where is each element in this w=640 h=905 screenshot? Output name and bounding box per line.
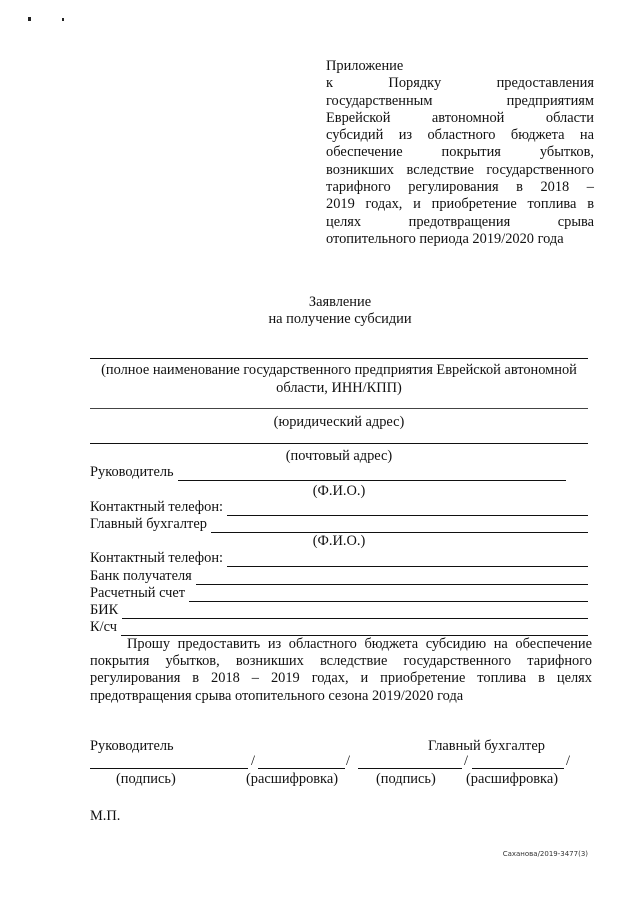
bank-label: Банк получателя xyxy=(90,568,192,584)
postal-address-caption: (почтовый адрес) xyxy=(285,448,393,464)
org-name-caption: (полное наименование государственного предприятия Еврейской автономной xyxy=(101,362,577,378)
request-line: Прошу предоставить из областного бюджета субсидию на обеспечение xyxy=(127,636,592,652)
accountant-transcription-line[interactable] xyxy=(472,768,564,769)
stamp-placeholder: М.П. xyxy=(90,808,121,824)
document-reference: Саханова/2019-3477(3) xyxy=(502,850,588,858)
signature-director-label: Руководитель xyxy=(90,738,174,754)
separator-slash: / xyxy=(346,753,350,769)
accountant-phone-label: Контактный телефон: xyxy=(90,550,224,566)
request-line: покрытия убытков, возникших вследствие государственного тарифного xyxy=(90,653,592,670)
appendix-line: Еврейской автономной области xyxy=(326,109,594,126)
appendix-line: к Порядку предоставления xyxy=(326,75,594,92)
director-phone-input-line[interactable] xyxy=(227,502,588,516)
accountant-field[interactable] xyxy=(90,516,588,533)
accountant-transcription-caption: (расшифровка) xyxy=(466,771,559,787)
director-signature-caption: (подпись) xyxy=(116,771,176,787)
accountant-label: Главный бухгалтер xyxy=(90,516,207,532)
bik-input-line[interactable] xyxy=(122,605,588,619)
bank-input-line[interactable] xyxy=(196,571,588,585)
account-input-line[interactable] xyxy=(189,588,588,602)
accountant-signature-caption: (подпись) xyxy=(376,771,436,787)
director-signature-line[interactable] xyxy=(90,768,248,769)
request-line: предотвращения срыва отопительного сезона 2019/2020 года xyxy=(90,687,464,704)
scan-mark xyxy=(62,18,64,21)
director-phone-field[interactable] xyxy=(90,499,588,516)
request-line: регулирования в 2018 – 2019 годах, и приобретение топлива в целях xyxy=(90,670,592,687)
separator-slash: / xyxy=(464,753,468,769)
appendix-line: государственным предприятиям xyxy=(326,92,594,109)
appendix-line: субсидий из областного бюджета на xyxy=(326,127,594,144)
signature-accountant-label: Главный бухгалтер xyxy=(428,738,545,754)
bank-field[interactable] xyxy=(90,568,588,585)
accountant-input-line[interactable] xyxy=(211,519,588,533)
director-field[interactable] xyxy=(90,464,588,481)
director-transcription-line[interactable] xyxy=(258,768,345,769)
separator-slash: / xyxy=(251,753,255,769)
director-input-line[interactable] xyxy=(178,467,566,481)
legal-address-caption: (юридический адрес) xyxy=(273,414,405,430)
request-paragraph xyxy=(90,636,592,705)
appendix-line: Приложение xyxy=(326,58,404,74)
bik-field[interactable] xyxy=(90,602,588,619)
postal-address-field[interactable] xyxy=(90,443,588,444)
director-transcription-caption: (расшифровка) xyxy=(246,771,339,787)
director-fio-caption: (Ф.И.О.) xyxy=(312,483,366,499)
corr-account-label: К/сч xyxy=(90,619,117,635)
appendix-line: обеспечение покрытия убытков, xyxy=(326,144,594,161)
corr-account-input-line[interactable] xyxy=(121,622,588,636)
accountant-fio-caption: (Ф.И.О.) xyxy=(312,533,366,549)
account-label: Расчетный счет xyxy=(90,585,186,601)
bik-label: БИК xyxy=(90,602,119,618)
page-subtitle: на получение субсидии xyxy=(268,311,412,327)
accountant-phone-input-line[interactable] xyxy=(227,553,588,567)
org-name-field[interactable] xyxy=(90,358,588,359)
org-name-caption-2: области, ИНН/КПП) xyxy=(276,380,402,396)
account-field[interactable] xyxy=(90,585,588,602)
scan-mark xyxy=(28,17,31,21)
separator-slash: / xyxy=(566,753,570,769)
appendix-line: возникших вследствие государственного xyxy=(326,161,594,178)
director-label: Руководитель xyxy=(90,464,174,480)
accountant-phone-field[interactable] xyxy=(90,550,588,567)
appendix-line: 2019 годах, и приобретение топлива в xyxy=(326,196,594,213)
org-name-field-2[interactable] xyxy=(90,408,588,409)
appendix-line: целях предотвращения срыва xyxy=(326,213,594,230)
accountant-signature-line[interactable] xyxy=(358,768,462,769)
director-phone-label: Контактный телефон: xyxy=(90,499,224,515)
appendix-block xyxy=(326,58,594,248)
appendix-line: отопительного периода 2019/2020 года xyxy=(326,230,564,247)
page-title: Заявление xyxy=(308,294,372,310)
corr-account-field[interactable] xyxy=(90,619,588,636)
appendix-line: тарифного регулирования в 2018 – xyxy=(326,179,594,196)
